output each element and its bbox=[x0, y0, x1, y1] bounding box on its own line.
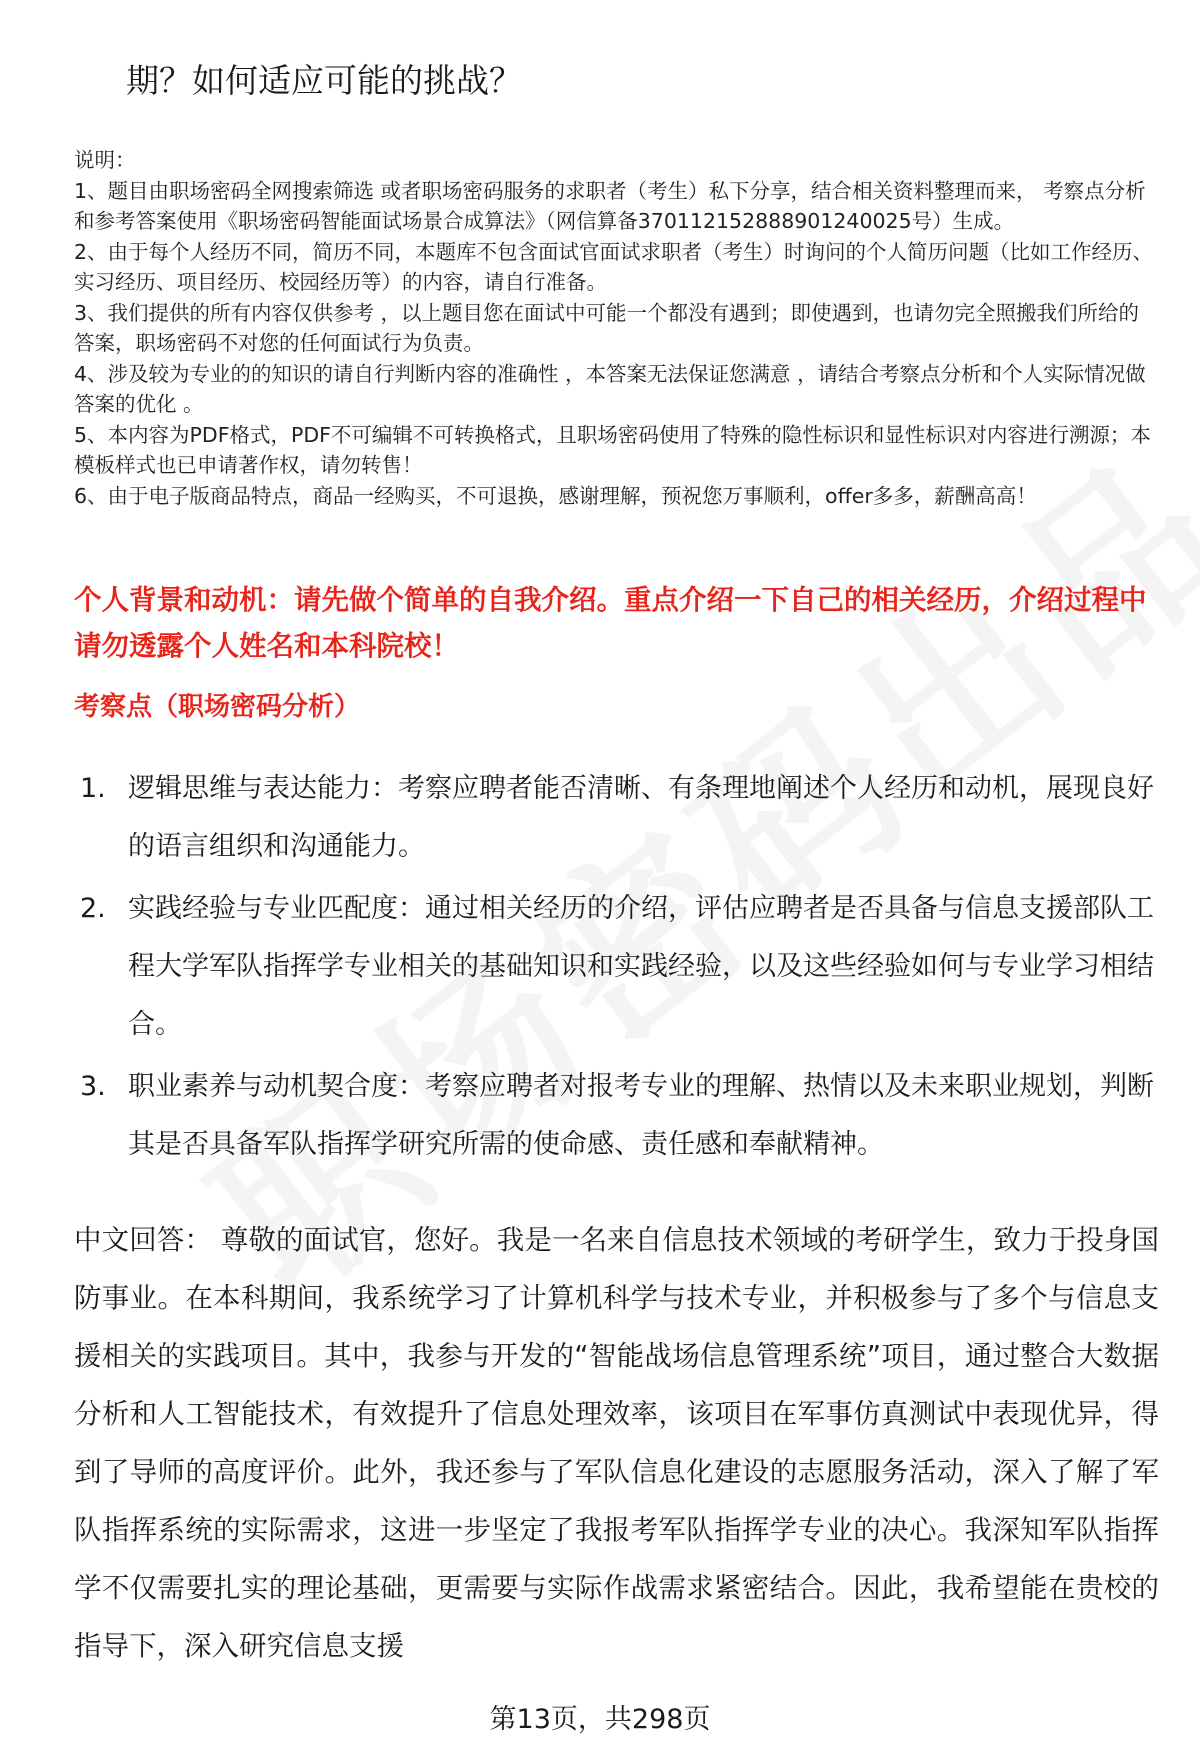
analysis-point bbox=[80, 760, 1160, 876]
analysis-point bbox=[80, 880, 1160, 1054]
point-number: 3. bbox=[80, 1071, 106, 1102]
analysis-heading: 考察点（职场密码分析） bbox=[74, 692, 361, 722]
point-text: 职业素养与动机契合度：考察应聘者对报考专业的理解、热情以及未来职业规划，判断其是否具备军队指挥学研究所需的使命感、责任感和奉献精神。 bbox=[128, 1071, 1154, 1160]
note-item: 5、本内容为PDF格式，PDF不可编辑不可转换格式，且职场密码使用了特殊的隐性标识和显性标识对内容进行溯源；本模板样式也已申请著作权，请勿转售！ bbox=[74, 422, 1151, 477]
question-title: 个人背景和动机：请先做个简单的自我介绍。重点介绍一下自己的相关经历，介绍过程中请勿透露个人姓名和本科院校！ bbox=[74, 584, 1147, 662]
previous-question-tail: 期？如何适应可能的挑战？ bbox=[126, 61, 522, 100]
point-number: 2. bbox=[80, 893, 106, 924]
answer-paragraph: 中文回答： 尊敬的面试官，您好。我是一名来自信息技术领域的考研学生，致力于投身国防事业。在本科期间，我系统学习了计算机科学与技术专业，并积极参与了多个与信息支援相关的实践项目。其中，我参与开发的“智能战场信息管理系统”项目，通过整合大数据分析和人工智能技术，有效提升了信息处理效率，该项目在军事仿真测试中表现优异，得到了导师的高度评价。此外，我还参与了军队信息化建设的志愿服务活动，深入了解了军队指挥系统的实际需求，这进一步坚定了我报考军队指挥学专业的决心。我深知军队指挥学不仅需要扎实的理论基础，更需要与实际作战需求紧密结合。因此，我希望能在贵校的指导下，深入研究信息支援 bbox=[74, 1224, 1159, 1662]
point-number: 1. bbox=[80, 773, 106, 804]
note-item: 6、由于电子版商品特点，商品一经购买，不可退换，感谢理解，预祝您万事顺利，offer多多，薪酬高高！ bbox=[74, 483, 1037, 508]
note-item: 1、题目由职场密码全网搜索筛选 或者职场密码服务的求职者（考生）私下分享，结合相关资料整理而来， 考察点分析和参考答案使用《职场密码智能面试场景合成算法》（网信算备370112152888901240025号）生成。 bbox=[74, 178, 1146, 233]
point-text: 实践经验与专业匹配度：通过相关经历的介绍，评估应聘者是否具备与信息支援部队工程大学军队指挥学专业相关的基础知识和实践经验，以及这些经验如何与专业学习相结合。 bbox=[128, 893, 1154, 1040]
analysis-point bbox=[80, 1058, 1160, 1174]
notes-heading: 说明： bbox=[74, 148, 136, 172]
analysis-points bbox=[80, 760, 1160, 1178]
notes-section bbox=[74, 145, 1154, 511]
note-item: 4、涉及较为专业的的知识的请自行判断内容的准确性 ，本答案无法保证您满意 ，请结合考察点分析和个人实际情况做答案的优化 。 bbox=[74, 361, 1146, 416]
point-text: 逻辑思维与表达能力：考察应聘者能否清晰、有条理地阐述个人经历和动机，展现良好的语言组织和沟通能力。 bbox=[128, 773, 1154, 862]
note-item: 2、由于每个人经历不同，简历不同，本题库不包含面试官面试求职者（考生）时询问的个人简历问题（比如工作经历、实习经历、项目经历、校园经历等）的内容，请自行准备。 bbox=[74, 239, 1154, 294]
page-footer: 第13页，共298页 bbox=[489, 1704, 711, 1735]
note-item: 3、我们提供的所有内容仅供参考 ，以上题目您在面试中可能一个都没有遇到；即使遇到，也请勿完全照搬我们所给的答案，职场密码不对您的任何面试行为负责。 bbox=[74, 300, 1140, 355]
